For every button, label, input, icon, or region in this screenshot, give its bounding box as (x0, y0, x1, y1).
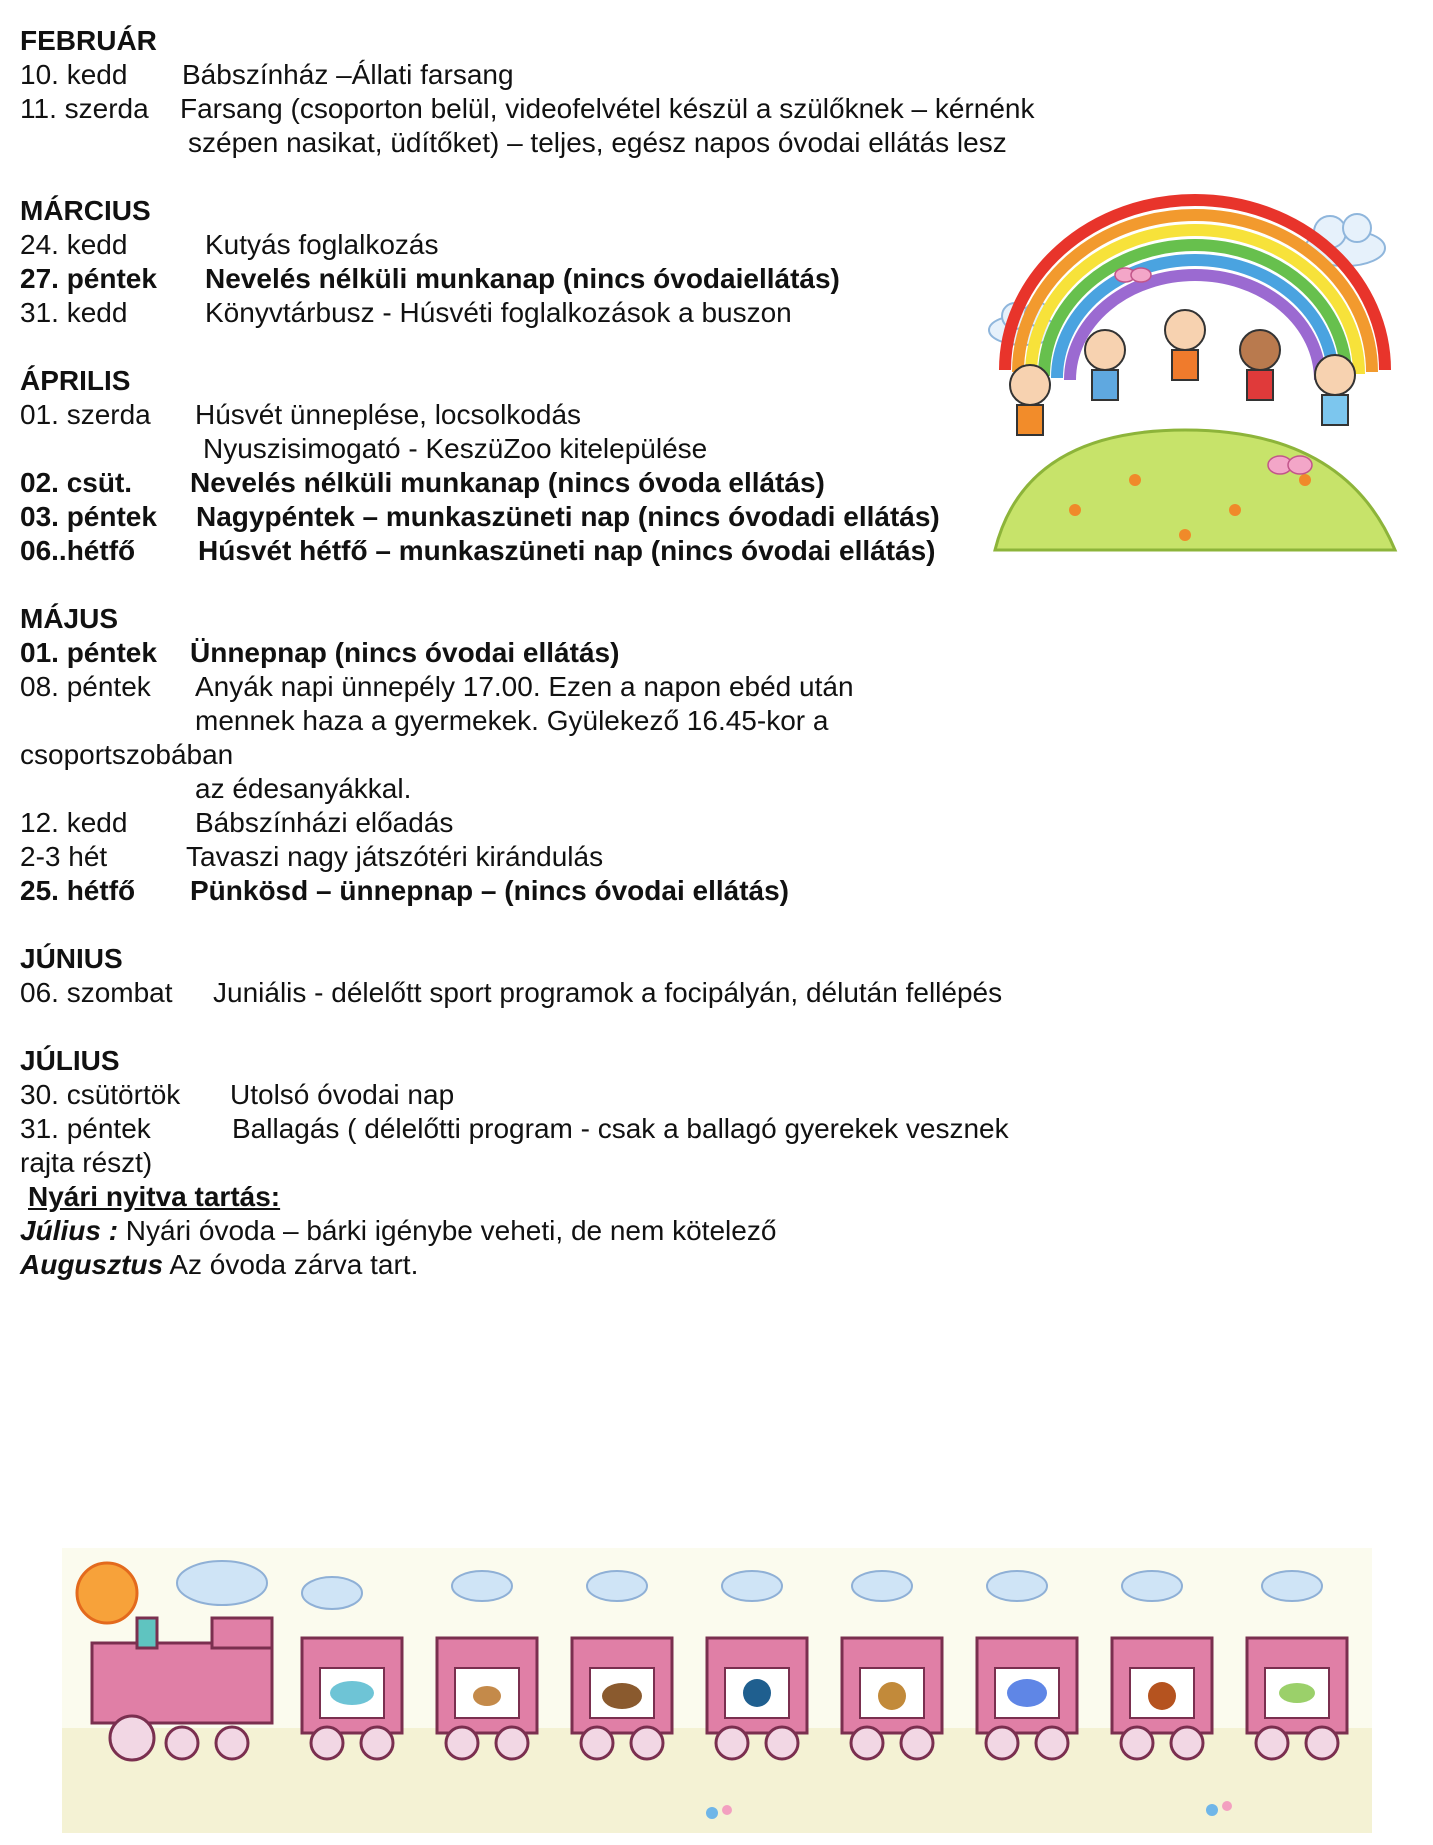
event-text: Húsvét hétfő – munkaszüneti nap (nincs óvodai ellátás) (198, 535, 936, 566)
event-date: 03. péntek (20, 501, 157, 532)
animal-train-icon (62, 1548, 1372, 1833)
event-text: Tavaszi nagy játszótéri kirándulás (186, 841, 604, 872)
event-text: Farsang (csoporton belül, videofelvétel készül a szülőknek – kérnénk (180, 93, 1035, 124)
event-date: 01. péntek (20, 637, 157, 668)
event-text: Kutyás foglalkozás (205, 229, 439, 260)
month-heading-june: JÚNIUS (20, 943, 123, 974)
event-text: Anyák napi ünnepély 17.00. Ezen a napon ebéd után (195, 671, 854, 702)
event-date: 02. csüt. (20, 467, 133, 498)
event-text: Bábszínházi előadás (195, 807, 454, 838)
event-text: Ünnepnap (nincs óvodai ellátás) (190, 637, 620, 668)
event-text: Ballagás ( délelőtti program - csak a ballagó gyerekek vesznek (232, 1113, 1009, 1144)
event-date: 06. szombat (20, 977, 173, 1008)
event-date: 01. szerda (20, 399, 151, 430)
event-text: Pünkösd – ünnepnap – (nincs óvodai ellátás) (190, 875, 790, 906)
summer-july-label: Július : (20, 1215, 119, 1246)
event-date: 2-3 hét (20, 841, 108, 872)
event-text: Bábszínház –Állati farsang (182, 59, 514, 90)
event-text: rajta részt) (20, 1147, 153, 1178)
month-heading-april: ÁPRILIS (20, 365, 131, 396)
event-date: 31. kedd (20, 297, 128, 328)
event-text: csoportszobában (20, 739, 234, 770)
rainbow-children-icon (985, 180, 1405, 560)
event-date: 30. csütörtök (20, 1079, 181, 1110)
event-date: 10. kedd (20, 59, 128, 90)
event-date: 31. péntek (20, 1113, 151, 1144)
event-date: 08. péntek (20, 671, 151, 702)
summer-july-row (20, 1214, 776, 1248)
month-heading-july: JÚLIUS (20, 1045, 120, 1076)
event-text: Utolsó óvodai nap (230, 1079, 455, 1110)
month-heading-march: MÁRCIUS (20, 195, 151, 226)
event-text: Juniális - délelőtt sport programok a focipályán, délután fellépés (213, 977, 1003, 1008)
event-text: szépen nasikat, üdítőket) – teljes, egész napos óvodai ellátás lesz (188, 127, 1007, 158)
event-date: 25. hétfő (20, 875, 136, 906)
event-text: mennek haza a gyermekek. Gyülekező 16.45-kor a (195, 705, 829, 736)
summer-august-text: Az óvoda zárva tart. (163, 1249, 419, 1280)
summer-august-row (20, 1248, 418, 1282)
event-date: 11. szerda (20, 93, 149, 124)
event-date: 12. kedd (20, 807, 128, 838)
event-text: Nevelés nélküli munkanap (nincs óvodaiellátás) (205, 263, 840, 294)
month-heading-february: FEBRUÁR (20, 25, 157, 56)
summer-heading: Nyári nyitva tartás: (28, 1181, 281, 1212)
summer-july-text: Nyári óvoda – bárki igénybe veheti, de nem kötelező (118, 1215, 777, 1246)
event-text: Nevelés nélküli munkanap (nincs óvoda ellátás) (190, 467, 825, 498)
event-text: az édesanyákkal. (195, 773, 412, 804)
event-date: 27. péntek (20, 263, 157, 294)
event-text: Könyvtárbusz - Húsvéti foglalkozások a buszon (205, 297, 792, 328)
event-text: Nagypéntek – munkaszüneti nap (nincs óvodadi ellátás) (196, 501, 940, 532)
event-text: Nyuszisimogató - KeszüZoo kitelepülése (203, 433, 708, 464)
summer-august-label: Augusztus (20, 1249, 164, 1280)
event-text: Húsvét ünneplése, locsolkodás (195, 399, 582, 430)
event-date: 06..hétfő (20, 535, 136, 566)
month-heading-may: MÁJUS (20, 603, 119, 634)
event-date: 24. kedd (20, 229, 128, 260)
